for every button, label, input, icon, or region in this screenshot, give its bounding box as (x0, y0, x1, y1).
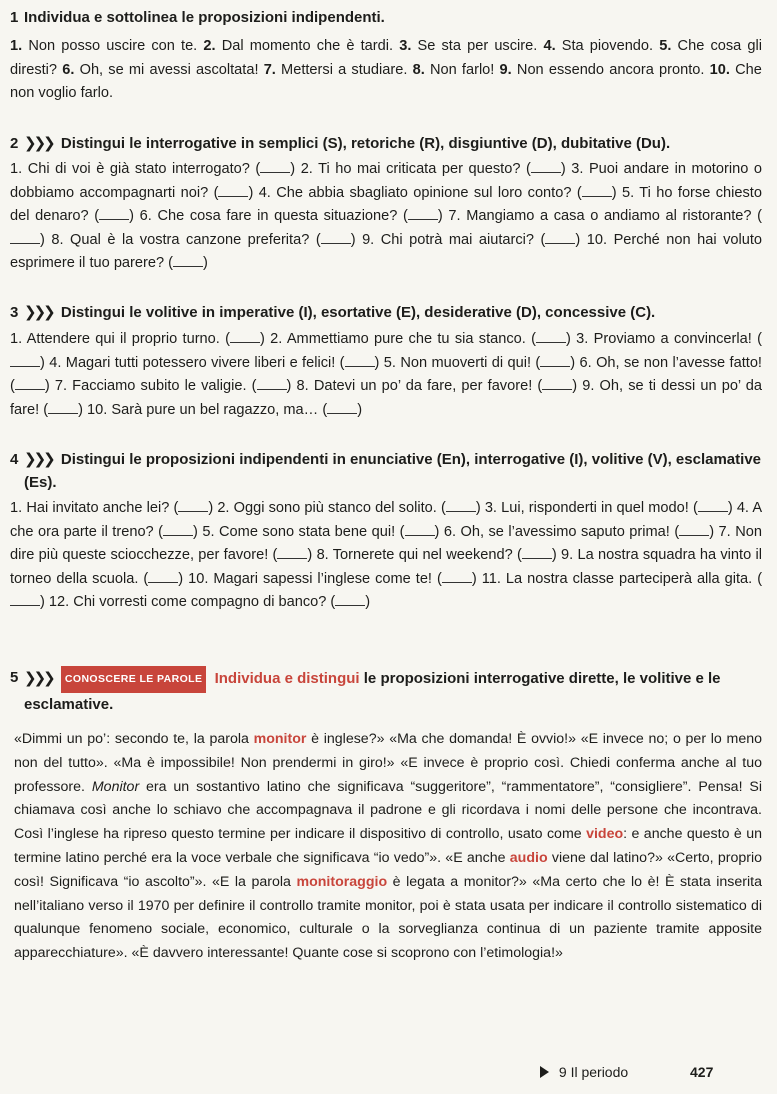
keyword-video: video (586, 826, 624, 843)
exercise-1-items: 1. Non posso uscire con te. 2. Dal momento che è tardi. 3. Se sta per uscire. 4. Sta piovendo. 5. Che cosa gli diresti? 6. Oh, se mi avessi ascoltata! 7. Mettersi a studiare. 8. Non farlo! 9. Non essendo ancora pronto. 10. Che non voglio farlo. (10, 38, 763, 102)
answer-blank[interactable] (15, 377, 45, 390)
answer-blank[interactable] (260, 160, 290, 173)
exercise-3-items: 1. Attendere qui il proprio turno. ( ) 2. Ammettiamo pure che tu sia stanco. ( ) 3. Proviamo a convincerla! () 4. Magari tutti potessero vivere liberi e felici! ( ) 5. Non muoverti di qui! ( ) 6. Oh, se non l’avesse fatto! ( ) 7. Facciamo subito le valigie. ( ) 8. Datevi un po’ da fare, per favore! ( ) 9. Oh, se ti dessi un po’ da fare! ( ) 10. Sarà pure un bel ragazzo, ma… ( ) (10, 331, 762, 418)
answer-blank[interactable] (48, 401, 78, 414)
exercise-5-heading: 5 ❯❯❯ CONOSCERE LE PAROLE Individua e distingui le proposizioni interrogative dirette, le volitive e le esclamative. (10, 666, 762, 716)
answer-blank[interactable] (698, 499, 728, 512)
answer-blank[interactable] (163, 523, 193, 536)
exercise-2-items: 1. Chi di voi è già stato interrogato? ( ) 2. Ti ho mai criticata per questo? ( ) 3. Puoi andare in motorino o dobbiamo accompagnarti noi? ( ) 4. Che abbia sbagliato opinione sul loro conto? ( ) 5. Ti ho forse chiesto del denaro? ( ) 6. Che cosa fare in questa situazione? ( ) 7. Mangiamo a casa o andiamo al ristorante? () 8. Qual è la vostra canzone preferita? ( ) 9. Chi potrà mai aiutarci? ( ) 10. Perché non hai voluto esprimere il tuo parere? ( ) (10, 161, 763, 272)
answer-blank[interactable] (446, 499, 476, 512)
answer-blank[interactable] (442, 570, 472, 583)
answer-blank[interactable] (173, 254, 203, 267)
exercise-5 (10, 666, 762, 966)
difficulty-arrows-icon: ❯❯❯ (24, 451, 53, 468)
answer-blank[interactable] (10, 593, 40, 606)
keyword-monitor: monitor (253, 731, 307, 747)
page-footer (540, 1064, 714, 1080)
exercise-1-heading: 1 Individua e sottolinea le proposizioni indipendenti. (10, 6, 762, 29)
answer-blank[interactable] (257, 377, 287, 390)
answer-blank[interactable] (148, 570, 178, 583)
exercise-3-heading: 3 ❯❯❯ Distingui le volitive in imperative (I), esortative (E), desiderative (D), concessive (C). (10, 301, 762, 324)
exercise-2 (10, 132, 762, 276)
keyword-audio: audio (509, 849, 548, 866)
answer-blank[interactable] (582, 184, 612, 197)
difficulty-arrows-icon: ❯❯❯ (24, 670, 53, 687)
exercise-4-items: 1. Hai invitato anche lei? ( ) 2. Oggi sono più stanco del solito. ( ) 3. Lui, risponderti in quel modo! ( ) 4. A che ora parte il treno? ( ) 5. Come sono stata bene qui! ( ) 6. Oh, se l’avessimo saputo prima! ( ) 7. Non dire più queste sciocchezze, per favore! ( ) 8. Tornerete qui nel weekend? ( ) 9. La nostra squadra ha vinto il torneo della scuola. ( ) 10. Magari sapessi l’inglese come te! ( ) 11. La nostra classe parteciperà alla gita. () 12. Chi vorresti come compagno di banco? ( ) (10, 500, 763, 611)
answer-blank[interactable] (545, 231, 575, 244)
answer-blank[interactable] (531, 160, 561, 173)
answer-blank[interactable] (522, 546, 552, 559)
answer-blank[interactable] (230, 330, 260, 343)
exercise-number: 1 (10, 9, 19, 26)
answer-blank[interactable] (345, 354, 375, 367)
answer-blank[interactable] (408, 207, 438, 220)
conoscere-le-parole-badge: CONOSCERE LE PAROLE (61, 666, 207, 693)
reading-passage: «Dimmi un po’: secondo te, la parola monitor è inglese?» «Ma che domanda! È ovvio!» «E invece no; o per lo meno non del tutto». «Ma è impossibile! Non prendermi in giro!» «E invece è proprio così. Chiedi conferma anche al tuo professore. Monitor era un sostantivo latino che significava “suggeritore”, “rammentatore”, “consigliere”. Pensa! Si chiamava così anche lo schiavo che accompagnava il padrone e gli ricordava i nomi delle persone che incontrava. Così l’inglese ha ripreso questo termine per indicare il dispositivo di controllo, usato come video: e anche questo è un termine latino perché era la voce verbale che significava “io vedo”». «E anche audio viene dal latino?» «Certo, proprio così! Significava “io ascolto”». «E la parola monitoraggio è legata a monitor?» «Ma certo che lo è! È stata inserita nell’italiano verso il 1970 per definire il controllo tramite monitor, poi è stata usata per indicare il controllo sistematico di qualunque fenomeno sociale, economico, culturale o la sorveglianza continua di un paziente tramite apposite apparecchiature». «È davvero interessante! Quante cose si scoprono con l’etimologia!» (14, 731, 762, 962)
answer-blank[interactable] (10, 354, 40, 367)
answer-blank[interactable] (178, 499, 208, 512)
answer-blank[interactable] (327, 401, 357, 414)
answer-blank[interactable] (321, 231, 351, 244)
exercise-4 (10, 448, 762, 615)
answer-blank[interactable] (542, 377, 572, 390)
answer-blank[interactable] (536, 330, 566, 343)
answer-blank[interactable] (679, 523, 709, 536)
exercise-2-heading: 2 ❯❯❯ Distingui le interrogative in semplici (S), retoriche (R), disgiuntive (D), dubitative (Du). (10, 132, 762, 155)
difficulty-arrows-icon: ❯❯❯ (24, 304, 53, 321)
answer-blank[interactable] (99, 207, 129, 220)
answer-blank[interactable] (10, 231, 40, 244)
answer-blank[interactable] (218, 184, 248, 197)
page-number: 427 (690, 1064, 714, 1080)
answer-blank[interactable] (540, 354, 570, 367)
keyword-monitoraggio: monitoraggio (296, 873, 388, 890)
answer-blank[interactable] (405, 523, 435, 536)
answer-blank[interactable] (277, 546, 307, 559)
exercise-4-heading: 4 ❯❯❯ Distingui le proposizioni indipendenti in enunciative (En), interrogative (I), volitive (V), esclamative (Es). (10, 448, 762, 494)
exercise-1 (10, 6, 762, 106)
answer-blank[interactable] (335, 593, 365, 606)
difficulty-arrows-icon: ❯❯❯ (24, 135, 53, 152)
chapter-triangle-icon (540, 1066, 549, 1078)
exercise-3 (10, 301, 762, 422)
chapter-label: 9 Il periodo (558, 1064, 629, 1080)
